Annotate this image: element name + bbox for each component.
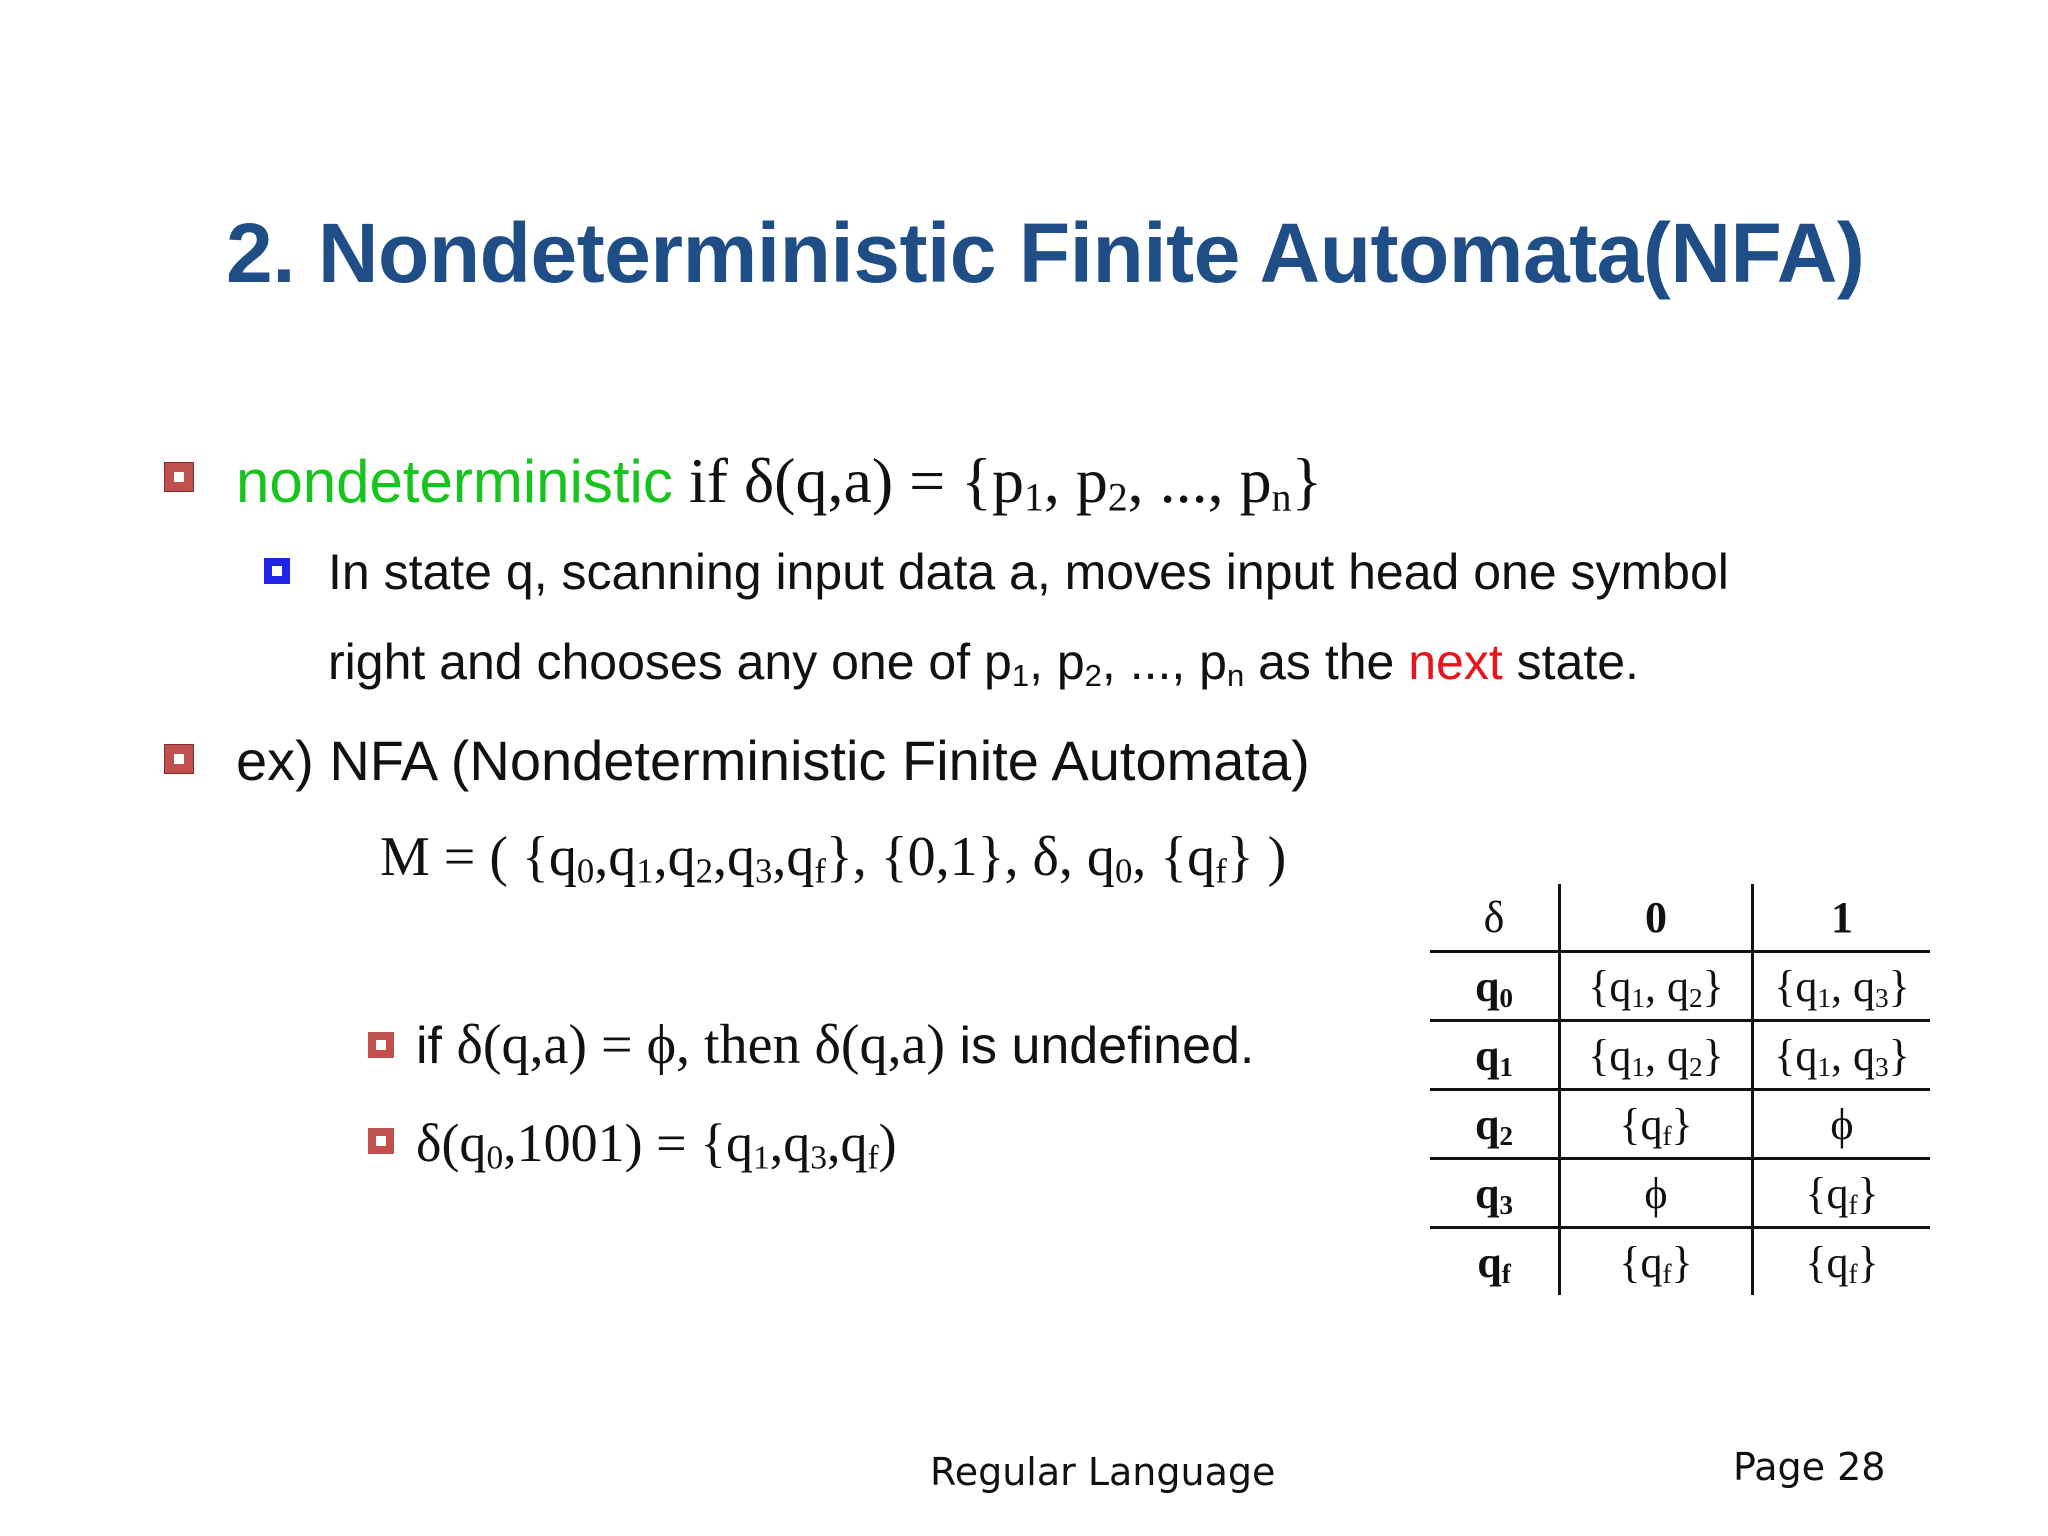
transition-cell: {$q_1$, $q_2$} — [1560, 952, 1753, 1021]
transition-cell: ϕ — [1753, 1090, 1931, 1159]
slide-title: 2. Nondeterministic Finite Automata(NFA) — [226, 206, 1865, 300]
bullet-square-icon — [368, 1032, 394, 1058]
bullet-square-icon — [164, 744, 194, 774]
sub-bullet-square-icon — [264, 558, 290, 584]
sub-bullet-line-2: right and chooses any one of $p_1$, $p_2$, ..., $p_n$ as the next state. — [328, 634, 1639, 693]
highlight-next: next — [1408, 634, 1503, 690]
bullet-square-icon — [368, 1128, 394, 1154]
table-header-row — [1430, 884, 1930, 952]
transition-cell: $\{q_f\}$ — [1560, 1090, 1753, 1159]
delta-definition: if $\delta(q,a) = \{p_1$, $p_2$, ..., $p_n$} — [672, 445, 1323, 520]
state-cell: $q_2$ — [1430, 1090, 1560, 1159]
sub-bullet-line-1: In state q, scanning input data a, moves input head one symbol — [328, 544, 1729, 600]
transition-cell: {$q_1$, $q_3$} — [1753, 952, 1931, 1021]
bullet-square-icon — [164, 462, 194, 492]
transition-cell: {$q_1$, $q_3$} — [1753, 1021, 1931, 1090]
state-cell: $q_f$ — [1430, 1228, 1560, 1296]
transition-cell: ϕ — [1560, 1159, 1753, 1228]
table-header-cell: 0 — [1560, 884, 1753, 952]
bullet-nondeterministic — [236, 440, 1322, 522]
bullet-undefined-transition: if δ(q,a) = ϕ, then δ(q,a) is undefined. — [416, 1014, 1255, 1076]
page-number: Page 28 — [1733, 1445, 1886, 1489]
table-header-cell: 1 — [1753, 884, 1931, 952]
table-row — [1430, 1021, 1930, 1090]
table-row — [1430, 1228, 1930, 1296]
transition-cell: $\{q_f\}$ — [1753, 1159, 1931, 1228]
table-row — [1430, 1090, 1930, 1159]
state-cell: $q_0$ — [1430, 952, 1560, 1021]
transition-cell: $\{q_f\}$ — [1560, 1228, 1753, 1296]
transition-cell: {$q_1$, $q_2$} — [1560, 1021, 1753, 1090]
state-cell: $q_1$ — [1430, 1021, 1560, 1090]
table-header-cell: δ — [1430, 884, 1560, 952]
footer-title: Regular Language — [930, 1450, 1276, 1494]
table-row — [1430, 952, 1930, 1021]
bullet-example: ex) NFA (Nondeterministic Finite Automata) — [236, 729, 1310, 792]
bullet-extended-delta: $\delta(q_0,1001) = \{q_1,q_3,q_f)$ — [416, 1113, 897, 1177]
keyword-nondeterministic: nondeterministic — [236, 448, 673, 515]
transition-table — [1430, 884, 1930, 1295]
table-row — [1430, 1159, 1930, 1228]
state-cell: $q_3$ — [1430, 1159, 1560, 1228]
machine-definition: M = ( $\{q_0,q_1,q_2,q_3,q_f\}$, {0,1}, δ, $q_0$, $\{q_f\}$ ) — [380, 826, 1287, 891]
transition-cell: $\{q_f\}$ — [1805, 1237, 1879, 1289]
